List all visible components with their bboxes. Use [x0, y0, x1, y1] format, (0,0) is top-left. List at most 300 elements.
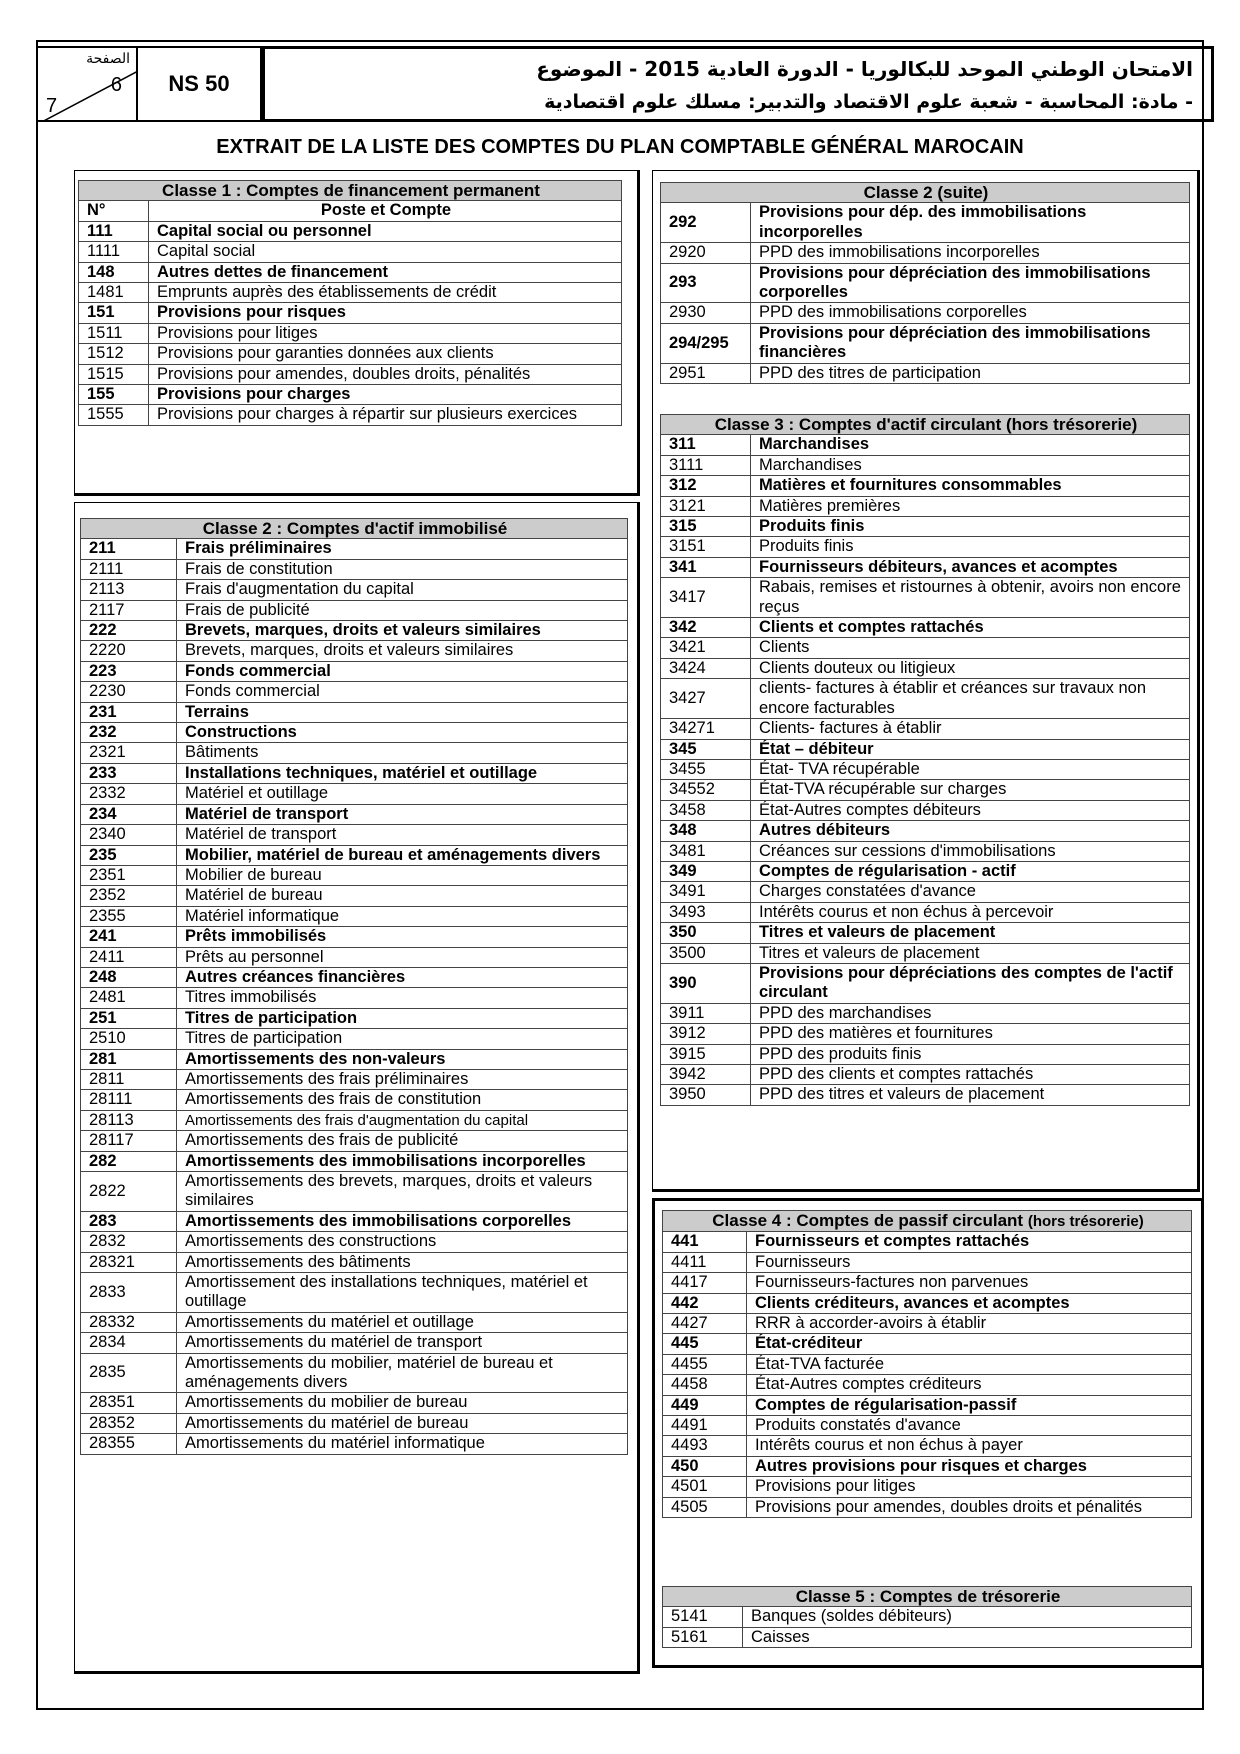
table-row [663, 1293, 1192, 1313]
account-label: Fournisseurs-factures non parvenues [747, 1273, 1192, 1293]
account-label: Provisions pour dépréciation des immobilisations corporelles [751, 263, 1190, 303]
account-label: Frais d'augmentation du capital [177, 580, 628, 600]
account-label: Matières premières [751, 496, 1190, 516]
account-label: Matériel de bureau [177, 886, 628, 906]
exam-title-line2: - مادة: المحاسبة - شعبة علوم الاقتصاد والتدبير: مسلك علوم اقتصادية [544, 91, 1193, 113]
account-number: 4505 [663, 1497, 747, 1517]
account-label: Amortissements du matériel informatique [177, 1434, 628, 1454]
table-row [663, 1497, 1192, 1517]
account-number: 345 [661, 739, 751, 759]
account-label: Frais de publicité [177, 600, 628, 620]
table-row [661, 323, 1190, 363]
account-label: PPD des immobilisations incorporelles [751, 243, 1190, 263]
account-number: 4455 [663, 1354, 747, 1374]
account-label: Terrains [177, 702, 628, 722]
account-number: 5141 [663, 1607, 743, 1627]
table-row [81, 1151, 628, 1171]
account-number: 442 [663, 1293, 747, 1313]
account-label: Matériel informatique [177, 906, 628, 926]
classe3-body [661, 415, 1190, 1106]
account-number: 2930 [661, 303, 751, 323]
account-number: 241 [81, 927, 177, 947]
account-label: Fournisseurs et comptes rattachés [747, 1232, 1192, 1252]
account-label: Amortissements des frais de constitution [177, 1090, 628, 1110]
account-number: 28111 [81, 1090, 177, 1110]
table-row [79, 364, 622, 384]
table-row [81, 825, 628, 845]
account-number: 441 [663, 1232, 747, 1252]
account-number: 311 [661, 435, 751, 455]
account-label: État-Autres comptes créditeurs [747, 1375, 1192, 1395]
table-row [663, 1456, 1192, 1476]
account-number: 233 [81, 763, 177, 783]
classe1-table [78, 180, 622, 426]
table-row [663, 1354, 1192, 1374]
account-number: 2835 [81, 1353, 177, 1393]
exam-title-line1: الامتحان الوطني الموحد للبكالوريا - الدورة العادية 2015 - الموضوع [536, 57, 1193, 81]
account-label: Amortissements du mobilier de bureau [177, 1393, 628, 1413]
account-number: 222 [81, 621, 177, 641]
table-row [81, 906, 628, 926]
account-number: 211 [81, 539, 177, 559]
table-row [661, 861, 1190, 881]
account-number: 2811 [81, 1069, 177, 1089]
account-label: Provisions pour risques [149, 303, 622, 323]
table-row [663, 1252, 1192, 1272]
account-number: 2113 [81, 580, 177, 600]
classe5-body [663, 1587, 1192, 1648]
account-number: 3911 [661, 1003, 751, 1023]
account-number: 348 [661, 821, 751, 841]
table-row [81, 1008, 628, 1028]
document-title: EXTRAIT DE LA LISTE DES COMPTES DU PLAN COMPTABLE GÉNÉRAL MAROCAIN [216, 136, 1024, 158]
account-label: Créances sur cessions d'immobilisations [751, 841, 1190, 861]
account-label: Matériel de transport [177, 825, 628, 845]
table-row [81, 1172, 628, 1212]
account-number: 294/295 [661, 323, 751, 363]
account-label: Fournisseurs [747, 1252, 1192, 1272]
table-row [79, 323, 622, 343]
account-label: Amortissements des frais de publicité [177, 1131, 628, 1151]
table-row [81, 1232, 628, 1252]
table-row [661, 476, 1190, 496]
account-label: Provisions pour dépréciation des immobilisations financières [751, 323, 1190, 363]
account-number: 349 [661, 861, 751, 881]
account-label: Produits constatés d'avance [747, 1416, 1192, 1436]
account-number: 151 [79, 303, 149, 323]
table-row [661, 496, 1190, 516]
table-row [81, 988, 628, 1008]
account-label: RRR à accorder-avoirs à établir [747, 1314, 1192, 1334]
exam-header [36, 40, 1204, 126]
account-label: Amortissements des immobilisations incorporelles [177, 1151, 628, 1171]
exam-title-box [262, 46, 1214, 122]
account-label: Caisses [743, 1627, 1192, 1647]
account-label: Comptes de régularisation-passif [747, 1395, 1192, 1415]
account-number: 1111 [79, 242, 149, 262]
table-row [81, 1353, 628, 1393]
account-number: 293 [661, 263, 751, 303]
classe2-title: Classe 2 : Comptes d'actif immobilisé [81, 519, 628, 539]
table-row [81, 1090, 628, 1110]
account-label: Titres de participation [177, 1008, 628, 1028]
account-number: 3912 [661, 1024, 751, 1044]
account-number: 3942 [661, 1065, 751, 1085]
table-row [79, 385, 622, 405]
account-number: 251 [81, 1008, 177, 1028]
table-row [79, 405, 622, 425]
table-row [81, 621, 628, 641]
account-label: Amortissements des immobilisations corporelles [177, 1211, 628, 1231]
account-label: Amortissements du matériel et outillage [177, 1312, 628, 1332]
table-row [81, 641, 628, 661]
classe2-suite-title: Classe 2 (suite) [661, 183, 1190, 203]
table-row [81, 947, 628, 967]
account-label: Amortissements des constructions [177, 1232, 628, 1252]
table-row [663, 1395, 1192, 1415]
account-label: Prêts au personnel [177, 947, 628, 967]
table-row [661, 841, 1190, 861]
col-label-header: Poste et Compte [149, 201, 622, 221]
account-number: 4493 [663, 1436, 747, 1456]
account-label: PPD des immobilisations corporelles [751, 303, 1190, 323]
account-label: Produits finis [751, 517, 1190, 537]
table-row [81, 1333, 628, 1353]
account-number: 4501 [663, 1477, 747, 1497]
account-label: Marchandises [751, 455, 1190, 475]
table-row [661, 923, 1190, 943]
account-number: 4411 [663, 1252, 747, 1272]
table-row [663, 1436, 1192, 1456]
table-row [81, 865, 628, 885]
account-label: Clients douteux ou litigieux [751, 658, 1190, 678]
classe3-table [660, 414, 1190, 1106]
account-number: 450 [663, 1456, 747, 1476]
account-number: 34271 [661, 719, 751, 739]
classe4-title-main: Classe 4 : Comptes de passif circulant [712, 1211, 1024, 1230]
account-number: 282 [81, 1151, 177, 1171]
account-label: Provisions pour litiges [747, 1477, 1192, 1497]
account-number: 4491 [663, 1416, 747, 1436]
account-number: 2332 [81, 784, 177, 804]
account-label: clients- factures à établir et créances sur travaux non encore facturables [751, 679, 1190, 719]
account-number: 312 [661, 476, 751, 496]
account-number: 28355 [81, 1434, 177, 1454]
account-label: Amortissements des frais préliminaires [177, 1069, 628, 1089]
account-number: 2220 [81, 641, 177, 661]
classe4-body [663, 1211, 1192, 1518]
account-number: 232 [81, 723, 177, 743]
account-label: Titres et valeurs de placement [751, 943, 1190, 963]
account-number: 248 [81, 967, 177, 987]
account-label: Amortissements du matériel de bureau [177, 1413, 628, 1433]
account-label: Intérêts courus et non échus à percevoir [751, 902, 1190, 922]
account-number: 3458 [661, 800, 751, 820]
table-row [663, 1416, 1192, 1436]
account-number: 2340 [81, 825, 177, 845]
account-number: 3455 [661, 759, 751, 779]
classe4-table [662, 1210, 1192, 1518]
account-label: Amortissements des non-valeurs [177, 1049, 628, 1069]
classe3-title: Classe 3 : Comptes d'actif circulant (hors trésorerie) [661, 415, 1190, 435]
account-number: 283 [81, 1211, 177, 1231]
table-row [661, 902, 1190, 922]
table-row [79, 283, 622, 303]
account-label: Fonds commercial [177, 682, 628, 702]
account-number: 4417 [663, 1273, 747, 1293]
account-number: 3121 [661, 496, 751, 516]
table-row [81, 1069, 628, 1089]
account-number: 4458 [663, 1375, 747, 1395]
table-row [81, 682, 628, 702]
table-row [81, 1434, 628, 1454]
classe5-table [662, 1586, 1192, 1648]
table-row [663, 1232, 1192, 1252]
account-number: 3493 [661, 902, 751, 922]
account-number: 1481 [79, 283, 149, 303]
account-label: Comptes de régularisation - actif [751, 861, 1190, 881]
table-row [661, 739, 1190, 759]
account-number: 2117 [81, 600, 177, 620]
table-row [79, 221, 622, 241]
table-row [661, 943, 1190, 963]
account-label: Autres dettes de financement [149, 262, 622, 282]
account-number: 5161 [663, 1627, 743, 1647]
account-label: Matières et fournitures consommables [751, 476, 1190, 496]
table-row [81, 743, 628, 763]
table-row [661, 243, 1190, 263]
table-row [661, 1085, 1190, 1105]
account-number: 3915 [661, 1044, 751, 1064]
account-label: Provisions pour dépréciations des comptes de l'actif circulant [751, 963, 1190, 1003]
table-row [81, 1273, 628, 1313]
table-row [661, 537, 1190, 557]
account-label: Intérêts courus et non échus à payer [747, 1436, 1192, 1456]
table-row [81, 1211, 628, 1231]
account-number: 28332 [81, 1312, 177, 1332]
account-label: Matériel et outillage [177, 784, 628, 804]
account-label: Provisions pour amendes, doubles droits et pénalités [747, 1497, 1192, 1517]
account-label: Frais de constitution [177, 559, 628, 579]
account-number: 2352 [81, 886, 177, 906]
table-row [663, 1334, 1192, 1354]
classe2-table [80, 518, 628, 1455]
account-number: 34552 [661, 780, 751, 800]
account-number: 341 [661, 557, 751, 577]
classe5-title: Classe 5 : Comptes de trésorerie [663, 1587, 1192, 1607]
table-row [81, 1110, 628, 1130]
account-number: 2355 [81, 906, 177, 926]
account-number: 1515 [79, 364, 149, 384]
account-label: Autres débiteurs [751, 821, 1190, 841]
account-label: État- TVA récupérable [751, 759, 1190, 779]
classe1-title: Classe 1 : Comptes de financement permanent [79, 181, 622, 201]
table-row [663, 1375, 1192, 1395]
table-row [661, 780, 1190, 800]
page-number-box [36, 46, 138, 122]
account-label: Fonds commercial [177, 661, 628, 681]
account-label: Prêts immobilisés [177, 927, 628, 947]
account-label: Produits finis [751, 537, 1190, 557]
table-row [81, 1393, 628, 1413]
table-row [81, 702, 628, 722]
account-label: Matériel de transport [177, 804, 628, 824]
account-label: Mobilier de bureau [177, 865, 628, 885]
table-row [81, 1049, 628, 1069]
table-row [81, 804, 628, 824]
account-number: 390 [661, 963, 751, 1003]
table-row [661, 203, 1190, 243]
account-label: Clients créditeurs, avances et acomptes [747, 1293, 1192, 1313]
account-number: 2230 [81, 682, 177, 702]
account-number: 2111 [81, 559, 177, 579]
account-number: 1555 [79, 405, 149, 425]
account-label: Amortissements des frais d'augmentation du capital [177, 1110, 628, 1130]
account-number: 2321 [81, 743, 177, 763]
table-row [661, 638, 1190, 658]
account-label: Emprunts auprès des établissements de crédit [149, 283, 622, 303]
account-label: Capital social [149, 242, 622, 262]
table-row [661, 578, 1190, 618]
classe2-suite-body [661, 183, 1190, 384]
table-row [81, 784, 628, 804]
table-row [81, 1029, 628, 1049]
col-num-header: N° [79, 201, 149, 221]
account-number: 281 [81, 1049, 177, 1069]
account-number: 3417 [661, 578, 751, 618]
account-label: Capital social ou personnel [149, 221, 622, 241]
table-row [661, 455, 1190, 475]
account-label: État-créditeur [747, 1334, 1192, 1354]
account-number: 3481 [661, 841, 751, 861]
account-label: Amortissements des brevets, marques, droits et valeurs similaires [177, 1172, 628, 1212]
account-number: 2822 [81, 1172, 177, 1212]
table-row [81, 886, 628, 906]
account-label: Provisions pour charges à répartir sur plusieurs exercices [149, 405, 622, 425]
account-label: Banques (soldes débiteurs) [743, 1607, 1192, 1627]
account-label: Amortissements des bâtiments [177, 1252, 628, 1272]
account-number: 445 [663, 1334, 747, 1354]
account-number: 1512 [79, 344, 149, 364]
table-row [661, 435, 1190, 455]
account-number: 350 [661, 923, 751, 943]
account-label: Provisions pour litiges [149, 323, 622, 343]
account-label: Marchandises [751, 435, 1190, 455]
account-label: PPD des marchandises [751, 1003, 1190, 1023]
account-label: PPD des clients et comptes rattachés [751, 1065, 1190, 1085]
account-label: Amortissement des installations techniques, matériel et outillage [177, 1273, 628, 1313]
account-label: Provisions pour garanties données aux clients [149, 344, 622, 364]
account-label: Installations techniques, matériel et outillage [177, 763, 628, 783]
account-number: 235 [81, 845, 177, 865]
account-number: 111 [79, 221, 149, 241]
table-row [661, 963, 1190, 1003]
account-number: 3424 [661, 658, 751, 678]
table-row [661, 1044, 1190, 1064]
table-row [661, 800, 1190, 820]
table-row [661, 679, 1190, 719]
account-number: 28352 [81, 1413, 177, 1433]
account-number: 223 [81, 661, 177, 681]
account-label: Charges constatées d'avance [751, 882, 1190, 902]
account-number: 3950 [661, 1085, 751, 1105]
table-row [81, 927, 628, 947]
table-row [663, 1627, 1192, 1647]
classe2-body [81, 519, 628, 1455]
account-label: Titres immobilisés [177, 988, 628, 1008]
table-row [661, 1024, 1190, 1044]
table-row [81, 845, 628, 865]
page-current: 6 [110, 74, 122, 96]
account-label: Constructions [177, 723, 628, 743]
account-number: 234 [81, 804, 177, 824]
table-row [661, 263, 1190, 303]
table-row [661, 618, 1190, 638]
account-number: 3111 [661, 455, 751, 475]
table-row [663, 1607, 1192, 1627]
account-number: 2833 [81, 1273, 177, 1313]
account-label: Frais préliminaires [177, 539, 628, 559]
account-number: 231 [81, 702, 177, 722]
table-row [81, 559, 628, 579]
table-row [661, 517, 1190, 537]
account-number: 2920 [661, 243, 751, 263]
classe1-body [79, 181, 622, 426]
account-number: 2481 [81, 988, 177, 1008]
account-label: Autres créances financières [177, 967, 628, 987]
account-label: Titres et valeurs de placement [751, 923, 1190, 943]
page-label: الصفحة [86, 50, 130, 66]
account-label: PPD des matières et fournitures [751, 1024, 1190, 1044]
account-number: 2411 [81, 947, 177, 967]
page-total: 7 [46, 95, 58, 117]
table-row [81, 1252, 628, 1272]
table-row [661, 882, 1190, 902]
account-label: Provisions pour dép. des immobilisations incorporelles [751, 203, 1190, 243]
table-row [661, 557, 1190, 577]
account-label: Clients- factures à établir [751, 719, 1190, 739]
account-label: État-Autres comptes débiteurs [751, 800, 1190, 820]
table-row [81, 600, 628, 620]
table-row [81, 1413, 628, 1433]
account-number: 449 [663, 1395, 747, 1415]
table-row [663, 1477, 1192, 1497]
account-number: 2951 [661, 363, 751, 383]
account-label: Clients [751, 638, 1190, 658]
table-row [663, 1314, 1192, 1334]
account-label: PPD des titres de participation [751, 363, 1190, 383]
account-number: 28113 [81, 1110, 177, 1130]
account-label: État – débiteur [751, 739, 1190, 759]
table-row [661, 658, 1190, 678]
table-row [79, 262, 622, 282]
account-label: Bâtiments [177, 743, 628, 763]
account-number: 3421 [661, 638, 751, 658]
table-row [79, 242, 622, 262]
account-number: 28351 [81, 1393, 177, 1413]
table-row [661, 303, 1190, 323]
classe4-title-suffix: (hors trésorerie) [1027, 1213, 1144, 1230]
table-row [661, 759, 1190, 779]
account-label: Fournisseurs débiteurs, avances et acomptes [751, 557, 1190, 577]
account-number: 3500 [661, 943, 751, 963]
account-label: Autres provisions pour risques et charges [747, 1456, 1192, 1476]
account-number: 148 [79, 262, 149, 282]
table-row [81, 967, 628, 987]
account-number: 28117 [81, 1131, 177, 1151]
account-label: Brevets, marques, droits et valeurs similaires [177, 641, 628, 661]
account-label: Amortissements du matériel de transport [177, 1333, 628, 1353]
